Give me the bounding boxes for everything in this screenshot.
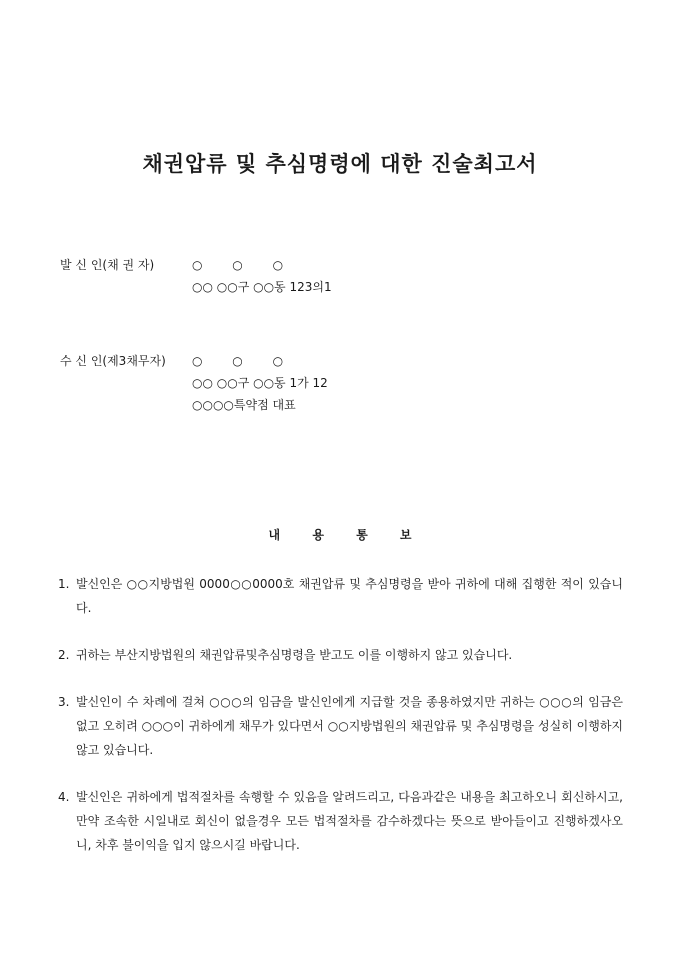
- notice-items: [58, 572, 623, 880]
- sender-address: ○○ ○○구 ○○동 123의1: [192, 280, 332, 294]
- list-item: [58, 643, 623, 667]
- item-text: 발신인은 ○○지방법원 0000○○0000호 채권압류 및 추심명령을 받아 귀하에 대해 집행한 적이 있습니다.: [76, 577, 623, 615]
- sender-block: [60, 254, 332, 298]
- item-text: 귀하는 부산지방법원의 채권압류및추심명령을 받고도 이를 이행하지 않고 있습니다.: [76, 648, 513, 662]
- list-item: [58, 572, 623, 620]
- item-number: 2.: [58, 648, 70, 662]
- receiver-block: [60, 350, 328, 416]
- document-title: 채권압류 및 추심명령에 대한 진술최고서: [142, 151, 538, 176]
- sender-name: ○ ○ ○: [192, 258, 284, 272]
- item-number: 1.: [58, 577, 70, 591]
- item-number: 3.: [58, 695, 70, 709]
- item-number: 4.: [58, 790, 70, 804]
- receiver-title: ○○○○특약점 대표: [192, 398, 296, 412]
- list-item: [58, 690, 623, 762]
- item-text: 발신인은 귀하에게 법적절차를 속행할 수 있음을 알려드리고, 다음과같은 내용을 최고하오니 회신하시고, 만약 조속한 시일내로 회신이 없을경우 모든 법적절차를 감수하겠다는 뜻으로 받아들이고 진행하겠사오니, 차후 불이익을 입지 않으시길 바랍니다.: [76, 790, 623, 852]
- receiver-address: ○○ ○○구 ○○동 1가 12: [192, 376, 328, 390]
- receiver-label: 수 신 인(제3채무자): [60, 354, 166, 368]
- sender-label: 발 신 인(채 권 자): [60, 258, 155, 272]
- item-text: 발신인이 수 차례에 걸쳐 ○○○의 임금을 발신인에게 지급할 것을 종용하였지만 귀하는 ○○○의 임금은 없고 오히려 ○○○이 귀하에게 채무가 있다면서 ○○지방법원의 채권압류 및 추심명령을 성실히 이행하지 않고 있습니다.: [76, 695, 623, 757]
- list-item: [58, 785, 623, 857]
- receiver-name: ○ ○ ○: [192, 354, 284, 368]
- section-heading: 내 용 통 보: [268, 528, 412, 542]
